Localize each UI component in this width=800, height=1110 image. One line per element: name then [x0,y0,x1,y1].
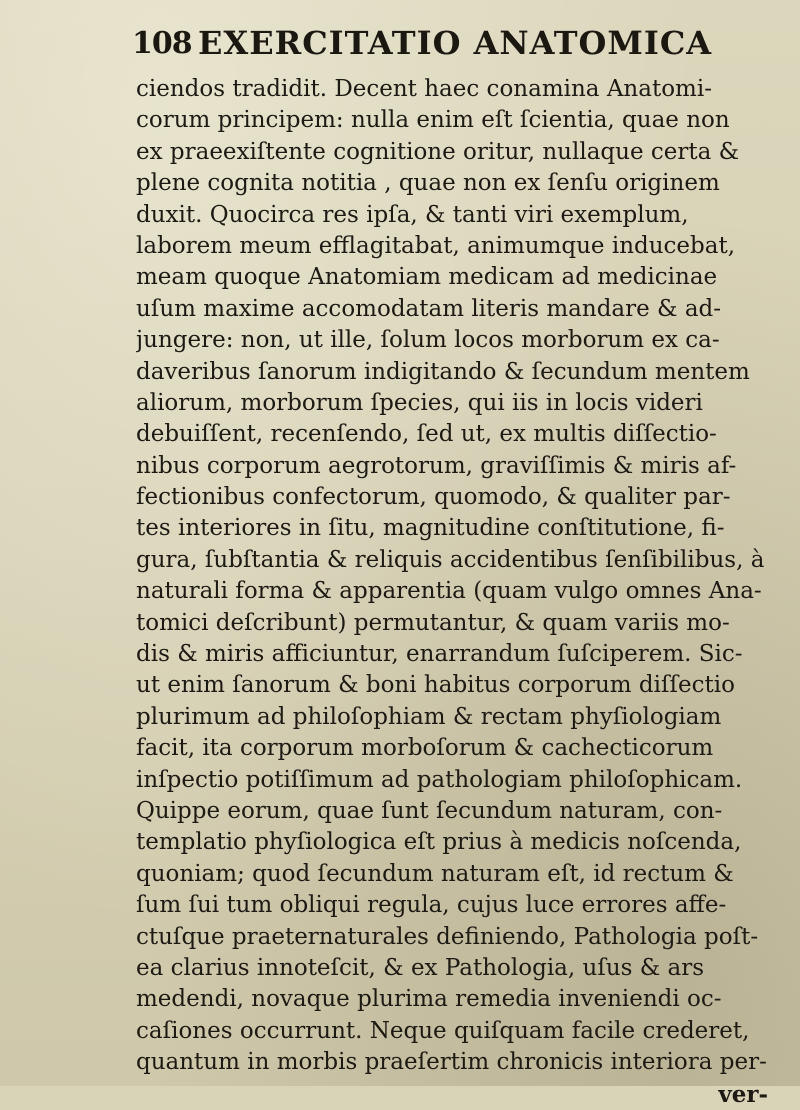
text-line: corum principem: nulla enim eſt ſcientia, quae non [136,107,730,134]
text-line: tomici deſcribunt) permutantur, & quam variis mo- [136,609,730,636]
text-line: inſpectio potiſſimum ad pathologiam philoſophicam. [136,766,743,793]
text-line: dis & miris afficiuntur, enarrandum ſuſciperem. Sic- [136,641,743,668]
text-line: plene cognita notitia , quae non ex ſenſu originem [136,170,720,197]
text-line: naturali forma & apparentia (quam vulgo omnes Ana- [136,578,762,605]
text-line: Quippe eorum, quae ſunt ſecundum naturam, con- [136,797,723,824]
text-line: medendi, novaque plurima remedia inveniendi oc- [136,986,722,1013]
page-number: 108 [132,26,192,61]
body-text [136,74,776,1110]
text-line: fectionibus confectorum, quomodo, & qualiter par- [136,484,731,511]
text-line: meam quoque Anatomiam medicam ad medicinae [136,264,718,291]
text-line: caſiones occurrunt. Neque quiſquam facile crederet, [136,1017,750,1044]
text-line: debuiſſent, recenſendo, ſed ut, ex multis diſſectio- [136,421,717,448]
text-line: plurimum ad philoſophiam & rectam phyſiologiam [136,703,722,730]
text-line: facit, ita corporum morboſorum & cachecticorum [136,735,714,762]
text-line: nibus corporum aegrotorum, graviſſimis & miris af- [136,452,737,479]
text-line: aliorum, morborum ſpecies, qui iis in locis videri [136,389,703,416]
text-line: duxit. Quocirca res ipſa, & tanti viri exemplum, [136,201,689,228]
text-line: quoniam; quod ſecundum naturam eſt, id rectum & [136,860,734,887]
page-header [132,20,772,74]
text-line: ciendos tradidit. Decent haec conamina Anatomi- [136,76,712,102]
text-line: ctuſque praeternaturales definiendo, Pathologia poſt- [136,923,759,950]
text-line: ut enim ſanorum & boni habitus corporum diſſectio [136,672,735,699]
text-line: ſum ſui tum obliqui regula, cujus luce errores affe- [136,892,727,919]
text-line: templatio phyſiologica eſt prius à medicis noſcenda, [136,829,742,856]
text-line: laborem meum efflagitabat, animumque inducebat, [136,232,736,259]
text-line: quantum in morbis praeſertim chronicis interiora per- [136,1049,767,1076]
catchword: ver- [718,1080,768,1108]
text-line: gura, ſubſtantia & reliquis accidentibus ſenſibilibus, à [136,546,765,573]
text-line: ea clarius innoteſcit, & ex Pathologia, uſus & ars [136,954,705,981]
text-line: ex praeexiſtente cognitione oritur, nullaque certa & [136,138,740,165]
running-title: EXERCITATIO ANATOMICA [198,24,713,62]
text-line: daveribus ſanorum indigitando & ſecundum mentem [136,358,750,385]
text-line: uſum maxime accomodatam literis mandare & ad- [136,295,722,322]
text-line: jungere: non, ut ille, ſolum locos morborum ex ca- [136,327,720,354]
text-line: tes interiores in ſitu, magnitudine conſtitutione, fi- [136,515,725,542]
